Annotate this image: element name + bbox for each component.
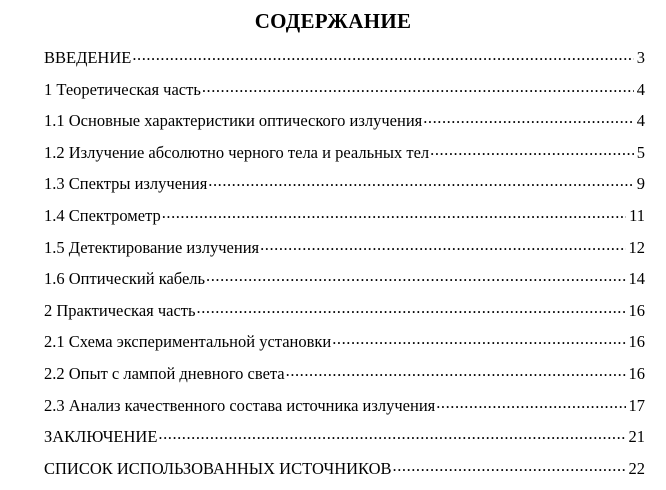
toc-dot-leader bbox=[132, 47, 633, 63]
toc-dot-leader bbox=[436, 395, 625, 411]
toc-entry-label: 1.6 Оптический кабель bbox=[44, 269, 206, 289]
toc-dot-leader bbox=[286, 363, 626, 379]
toc-entry-label: ВВЕДЕНИЕ bbox=[44, 48, 132, 67]
toc-entry-page: 21 bbox=[628, 427, 645, 447]
toc-entry bbox=[44, 330, 645, 362]
toc-entry bbox=[44, 172, 645, 204]
toc-entry-label: 2.2 Опыт с лампой дневного света bbox=[44, 363, 285, 383]
toc-dot-leader bbox=[208, 173, 633, 189]
toc-entry bbox=[44, 457, 645, 489]
toc-entry bbox=[44, 425, 645, 457]
toc-entry-label: 1.2 Излучение абсолютно черного тела и реальных тел bbox=[44, 142, 430, 162]
toc-entry bbox=[44, 46, 645, 78]
toc-entry-page: 16 bbox=[628, 332, 645, 352]
toc-entry-label: 1.4 Спектрометр bbox=[44, 205, 161, 225]
toc-entry-label: СПИСОК ИСПОЛЬЗОВАННЫХ ИСТОЧНИКОВ bbox=[44, 458, 392, 478]
toc-entry-page: 3 bbox=[636, 48, 645, 67]
toc-entry-page: 22 bbox=[628, 458, 645, 478]
toc-entry-page: 9 bbox=[636, 174, 645, 194]
toc-entry-label: 2 Практическая часть bbox=[44, 300, 196, 320]
toc-entry-label: 2.1 Схема экспериментальной установки bbox=[44, 332, 332, 352]
toc-entry-page: 11 bbox=[629, 205, 645, 225]
page-title: СОДЕРЖАНИЕ bbox=[254, 9, 412, 33]
toc-dot-leader bbox=[197, 300, 626, 316]
toc-entry-page: 4 bbox=[636, 111, 645, 131]
toc-entry bbox=[44, 141, 645, 173]
toc-dot-leader bbox=[162, 205, 626, 221]
toc-entry-page: 5 bbox=[636, 142, 645, 162]
toc-entry-label: ЗАКЛЮЧЕНИЕ bbox=[44, 427, 158, 447]
toc-entry-label: 2.3 Анализ качественного состава источника излучения bbox=[44, 395, 436, 415]
toc-entry-page: 14 bbox=[628, 269, 645, 289]
toc-entry bbox=[44, 204, 645, 236]
toc-dot-leader bbox=[202, 79, 634, 95]
toc-entry-page: 16 bbox=[628, 363, 645, 383]
toc-dot-leader bbox=[393, 458, 626, 474]
toc-dot-leader bbox=[260, 237, 625, 253]
toc-dot-leader bbox=[423, 110, 634, 126]
toc-entry bbox=[44, 109, 645, 141]
toc-entry-page: 17 bbox=[628, 395, 645, 415]
toc-entry-label: 1.3 Спектры излучения bbox=[44, 174, 208, 194]
toc-entry bbox=[44, 299, 645, 331]
toc-dot-leader bbox=[430, 142, 634, 158]
toc-dot-leader bbox=[158, 426, 625, 442]
toc-entry-page: 4 bbox=[636, 79, 645, 99]
toc-dot-leader bbox=[206, 268, 625, 284]
toc-entry-label: 1.1 Основные характеристики оптического излучения bbox=[44, 111, 423, 131]
toc-entry bbox=[44, 236, 645, 268]
toc-entry-label: 1.5 Детектирование излучения bbox=[44, 237, 260, 257]
toc-entry bbox=[44, 78, 645, 110]
table-of-contents bbox=[44, 46, 645, 488]
toc-entry bbox=[44, 362, 645, 394]
toc-entry-page: 16 bbox=[628, 300, 645, 320]
toc-entry bbox=[44, 394, 645, 426]
toc-entry-page: 12 bbox=[628, 237, 645, 257]
toc-entry bbox=[44, 267, 645, 299]
toc-dot-leader bbox=[332, 331, 625, 347]
toc-entry-label: 1 Теоретическая часть bbox=[44, 79, 201, 99]
